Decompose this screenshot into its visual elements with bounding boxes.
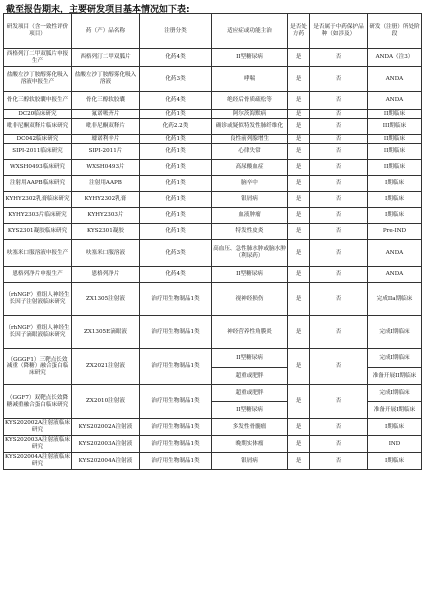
rd-projects-table	[3, 13, 422, 470]
cell-tcm: 否	[310, 208, 368, 224]
cell-stage: 准备开展I期临床	[368, 402, 422, 419]
column-header: 适应症或功能主治	[212, 14, 288, 49]
column-header: 药（产）品名称	[72, 14, 140, 49]
table-body	[4, 49, 422, 349]
cell-tcm: 否	[310, 453, 368, 470]
cell-category: 化药1类	[140, 144, 212, 160]
cell-project: DC042临床研究	[4, 135, 72, 144]
cell-rx: 是	[288, 349, 310, 385]
cell-project: KYS202002A注射液临床研究	[4, 419, 72, 436]
cell-product: 氟诺哌齐片	[72, 110, 140, 119]
cell-category: 治疗用生物制品1类	[140, 316, 212, 349]
cell-rx: 是	[288, 176, 310, 192]
table-row	[4, 160, 422, 176]
cell-category: 化药1类	[140, 224, 212, 240]
table-body-tail	[4, 419, 422, 470]
cell-stage: Pre-IND	[368, 224, 422, 240]
cell-rx: 是	[288, 110, 310, 119]
cell-project: KYS2301凝胶临床研究	[4, 224, 72, 240]
column-header: 研发项目（含一致性评价项目）	[4, 14, 72, 49]
table-row	[4, 208, 422, 224]
cell-indication: 高尿酸血症	[212, 160, 288, 176]
cell-rx: 是	[288, 453, 310, 470]
cell-indication: II型糖尿病	[212, 402, 288, 419]
cell-product: ZX2010注射液	[72, 385, 140, 419]
cell-indication: 银屑病	[212, 192, 288, 208]
cell-product: KYS202003A注射液	[72, 436, 140, 453]
cell-product: WXSH0493片	[72, 160, 140, 176]
cell-product: 吡非尼酮双释片	[72, 119, 140, 135]
column-header: 研发（注册）所处阶段	[368, 14, 422, 49]
cell-indication: 超重或肥胖	[212, 385, 288, 402]
cell-stage: ANDA	[368, 267, 422, 283]
cell-tcm: 否	[310, 316, 368, 349]
cell-indication: 脑卒中	[212, 176, 288, 192]
table-row	[4, 385, 422, 402]
cell-rx: 是	[288, 283, 310, 316]
cell-indication: 银屑病	[212, 453, 288, 470]
cell-project: （rhNGF）重组人神经生长因子注射液临床研究	[4, 283, 72, 316]
cell-stage: III期临床	[368, 119, 422, 135]
cell-product: KYHY2303片	[72, 208, 140, 224]
cell-product: KYHY2302乳膏	[72, 192, 140, 208]
cell-rx: 是	[288, 92, 310, 110]
cell-category: 化药1类	[140, 110, 212, 119]
table-body-ggf1	[4, 349, 422, 385]
cell-rx: 是	[288, 436, 310, 453]
cell-product: 注射用AAPB	[72, 176, 140, 192]
cell-tcm: 否	[310, 135, 368, 144]
table-row	[4, 316, 422, 349]
table-row	[4, 192, 422, 208]
cell-stage: II期临床	[368, 110, 422, 119]
cell-product: SIPI-2011片	[72, 144, 140, 160]
cell-category: 化药1类	[140, 160, 212, 176]
table-row	[4, 453, 422, 470]
cell-tcm: 否	[310, 224, 368, 240]
cell-indication: II型糖尿病	[212, 349, 288, 368]
cell-product: ZX2021注射液	[72, 349, 140, 385]
table-row	[4, 49, 422, 67]
cell-category: 化药3类	[140, 240, 212, 267]
table-row	[4, 224, 422, 240]
cell-indication: II型糖尿病	[212, 267, 288, 283]
cell-product: 骨化三醇软胶囊	[72, 92, 140, 110]
cell-indication: 血液肿瘤	[212, 208, 288, 224]
cell-product: 璩诺利辛片	[72, 135, 140, 144]
cell-indication: 晚期实体瘤	[212, 436, 288, 453]
cell-indication: II型糖尿病	[212, 49, 288, 67]
cell-stage: I期临床	[368, 192, 422, 208]
cell-category: 化药4类	[140, 49, 212, 67]
cell-category: 治疗用生物制品1类	[140, 453, 212, 470]
cell-category: 治疗用生物制品1类	[140, 436, 212, 453]
cell-stage: 准备开展II期临床	[368, 368, 422, 385]
cell-stage: I期临床	[368, 419, 422, 436]
table-row	[4, 144, 422, 160]
cell-rx: 是	[288, 49, 310, 67]
cell-stage: II期临床	[368, 144, 422, 160]
cell-project: 注射用AAPB临床研究	[4, 176, 72, 192]
cell-tcm: 否	[310, 240, 368, 267]
cell-product: 盐酸左沙丁胺醇雾化吸入溶液	[72, 67, 140, 92]
cell-tcm: 否	[310, 349, 368, 385]
cell-category: 治疗用生物制品1类	[140, 419, 212, 436]
cell-category: 治疗用生物制品1类	[140, 283, 212, 316]
table-row	[4, 110, 422, 119]
table-row	[4, 240, 422, 267]
cell-rx: 是	[288, 240, 310, 267]
cell-tcm: 否	[310, 436, 368, 453]
cell-tcm: 否	[310, 267, 368, 283]
cell-tcm: 否	[310, 283, 368, 316]
cell-rx: 是	[288, 160, 310, 176]
cell-product: ZX1305E滴眼液	[72, 316, 140, 349]
cell-project: 盐酸左沙丁胺醇雾化吸入溶液申报生产	[4, 67, 72, 92]
cell-indication: 良性前列腺增生	[212, 135, 288, 144]
cell-tcm: 否	[310, 176, 368, 192]
cell-project: WXSH0493临床研究	[4, 160, 72, 176]
cell-category: 治疗用生物制品1类	[140, 349, 212, 385]
cell-tcm: 否	[310, 385, 368, 419]
cell-project: KYHY2303片临床研究	[4, 208, 72, 224]
column-header: 注册分类	[140, 14, 212, 49]
cell-rx: 是	[288, 385, 310, 419]
cell-category: 化药3类	[140, 67, 212, 92]
cell-project: 骨化三醇软胶囊申报生产	[4, 92, 72, 110]
cell-stage: 完成I期临床	[368, 316, 422, 349]
table-row	[4, 135, 422, 144]
table-row	[4, 176, 422, 192]
cell-stage: II期临床	[368, 135, 422, 144]
cell-product: KYS202004A注射液	[72, 453, 140, 470]
table-header-row	[4, 14, 422, 49]
cell-tcm: 否	[310, 419, 368, 436]
cell-indication: 神经营养性角膜炎	[212, 316, 288, 349]
cell-rx: 是	[288, 208, 310, 224]
cell-category: 化药1类	[140, 176, 212, 192]
cell-stage: II期临床	[368, 160, 422, 176]
cell-project: 呋塞米口服溶液申报生产	[4, 240, 72, 267]
column-header: 是否属于中药保护品种（如涉及）	[310, 14, 368, 49]
cell-category: 化药1类	[140, 135, 212, 144]
cell-indication: 多发性骨髓瘤	[212, 419, 288, 436]
cell-product: 西格列汀二甲双胍片	[72, 49, 140, 67]
table-row	[4, 92, 422, 110]
cell-rx: 是	[288, 316, 310, 349]
rd-projects-table-wrap	[3, 13, 421, 470]
cell-stage: I期临床	[368, 208, 422, 224]
cell-project: KYHY2302乳膏临床研究	[4, 192, 72, 208]
cell-stage: I期临床	[368, 453, 422, 470]
column-header: 是否处方药	[288, 14, 310, 49]
cell-indication: 视神经损伤	[212, 283, 288, 316]
cell-rx: 是	[288, 192, 310, 208]
table-row	[4, 436, 422, 453]
table-body-ggf7	[4, 385, 422, 419]
cell-indication: 确诊或疑似特发性肺纤维化	[212, 119, 288, 135]
cell-project: KYS202004A注射液临床研究	[4, 453, 72, 470]
cell-product: KYS2301凝胶	[72, 224, 140, 240]
cell-product: KYS202002A注射液	[72, 419, 140, 436]
cell-project: （GGF7）双靶点长效降糖减重融合蛋白临床研究	[4, 385, 72, 419]
cell-project: 恩格列净片申报生产	[4, 267, 72, 283]
cell-rx: 是	[288, 224, 310, 240]
cell-rx: 是	[288, 419, 310, 436]
cell-tcm: 否	[310, 49, 368, 67]
cell-product: ZX1305注射液	[72, 283, 140, 316]
cell-stage: 完成I期临床	[368, 385, 422, 402]
cell-category: 化药1类	[140, 192, 212, 208]
cell-stage: ANDA	[368, 92, 422, 110]
cell-tcm: 否	[310, 119, 368, 135]
table-row	[4, 419, 422, 436]
cell-project: DC20临床研究	[4, 110, 72, 119]
cell-indication: 特发性皮炎	[212, 224, 288, 240]
cell-tcm: 否	[310, 144, 368, 160]
cell-rx: 是	[288, 135, 310, 144]
cell-indication: 阿尔茨海默病	[212, 110, 288, 119]
table-row	[4, 283, 422, 316]
cell-rx: 是	[288, 119, 310, 135]
cell-project: （GGGF1）三靶点长效减重（降糖）融合蛋白临床研究	[4, 349, 72, 385]
table-row	[4, 349, 422, 362]
cell-project: 西格列汀二甲双胍片申报生产	[4, 49, 72, 67]
table-row	[4, 267, 422, 283]
cell-rx: 是	[288, 67, 310, 92]
cell-stage: 完成IIa期临床	[368, 283, 422, 316]
table-row	[4, 67, 422, 92]
cell-project: （rhNGF）重组人神经生长因子滴眼液临床研究	[4, 316, 72, 349]
cell-indication: 心律失常	[212, 144, 288, 160]
cell-category: 化药2.2类	[140, 119, 212, 135]
cell-category: 化药1类	[140, 208, 212, 224]
cell-project: KYS202003A注射液临床研究	[4, 436, 72, 453]
cell-tcm: 否	[310, 110, 368, 119]
cell-category: 化药4类	[140, 92, 212, 110]
cell-tcm: 否	[310, 160, 368, 176]
cell-indication: 绝经后骨质疏松等	[212, 92, 288, 110]
table-row	[4, 119, 422, 135]
cell-product: 恩格列净片	[72, 267, 140, 283]
cell-tcm: 否	[310, 67, 368, 92]
cell-stage: 完成I期临床	[368, 349, 422, 368]
cell-product: 呋塞米口服溶液	[72, 240, 140, 267]
cell-tcm: 否	[310, 192, 368, 208]
cell-category: 治疗用生物制品1类	[140, 385, 212, 419]
cell-project: SIPI-2011临床研究	[4, 144, 72, 160]
cell-stage: I期临床	[368, 176, 422, 192]
cell-stage: ANDA（注3）	[368, 49, 422, 67]
cell-rx: 是	[288, 144, 310, 160]
cell-project: 吡非尼酮双释片临床研究	[4, 119, 72, 135]
cell-indication: 高血压、急性肺水肿或脑水肿（利尿药）	[212, 240, 288, 267]
cell-stage: ANDA	[368, 67, 422, 92]
cell-rx: 是	[288, 267, 310, 283]
cell-indication: 哮喘	[212, 67, 288, 92]
cell-indication: 超重或肥胖	[212, 368, 288, 385]
cell-stage: ANDA	[368, 240, 422, 267]
cell-tcm: 否	[310, 92, 368, 110]
cell-category: 化药4类	[140, 267, 212, 283]
cell-stage: IND	[368, 436, 422, 453]
page-title: 截至报告期末，主要研发项目基本情况如下表:	[6, 5, 190, 15]
